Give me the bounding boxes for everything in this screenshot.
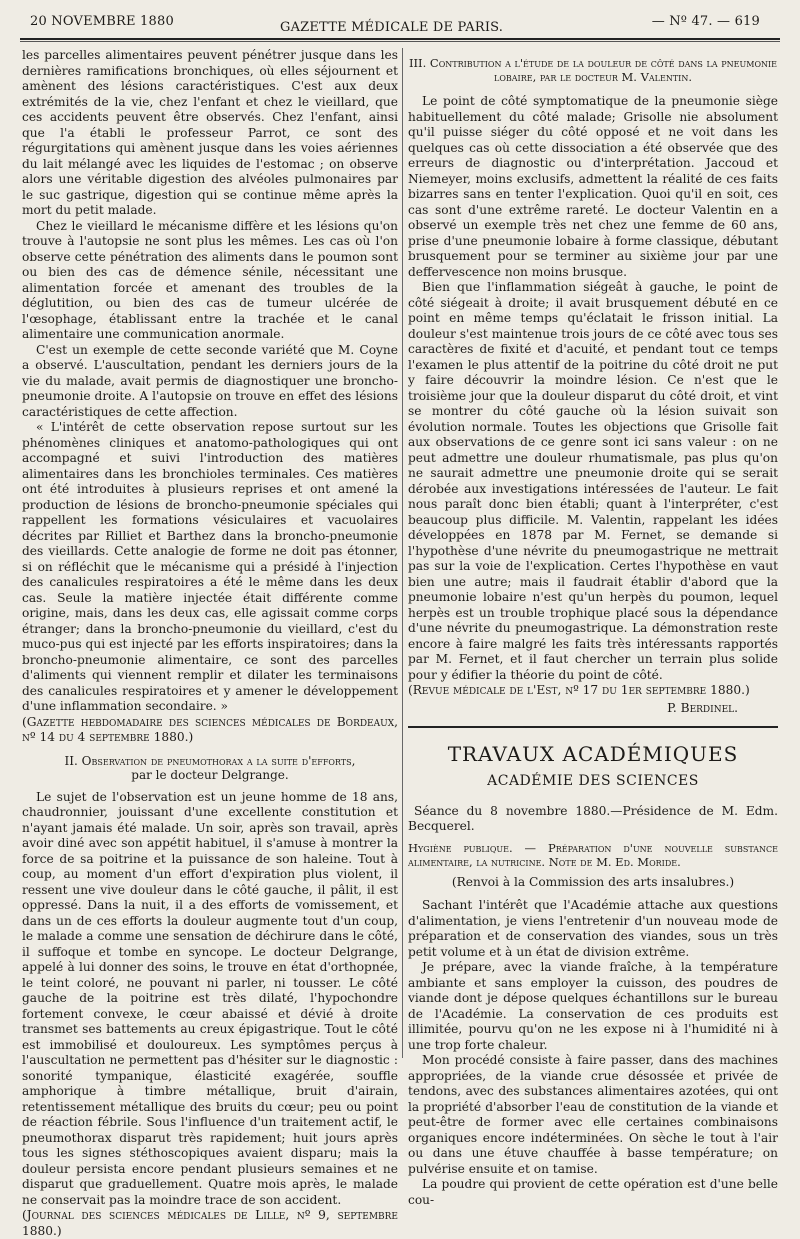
meeting-line: Séance du 8 novembre 1880.—Présidence de M. Edm. Becquerel. [408,803,778,833]
left-column [22,48,398,1238]
hygiene-heading: Hygiène publique. — Préparation d'une nouvelle substance alimentaire, la nutricine. Note de M. Ed. Moride. [408,840,778,869]
section-2-author: par le docteur Delgrange. [131,767,289,782]
header-date: 20 NOVEMBRE 1880 [30,14,174,29]
section-2-heading [22,754,398,782]
right-source: (Revue médicale de l'Est, nº 17 du 1er septembre 1880.) [408,683,750,697]
right-paragraph-3: Sachant l'intérêt que l'Académie attache aux questions d'alimentation, je viens l'entretenir d'un nouveau mode de préparation et de conservation des viandes, sous un très petit volume et à un état de division extrême. [408,898,778,959]
column-separator [402,48,403,1058]
academy-subtitle: ACADÉMIE DES SCIENCES [487,773,699,789]
left-paragraph-2: Chez le vieillard le mécanisme diffère et les lésions qu'on trouve à l'autopsie ne sont plus les mêmes. Les cas où l'on observe cette pénétration des aliments dans le poumon sont ou bien des cas de démence sénile, nécessitant une alimentation forcée et amenant des troubles de la déglutition, ou bien des cas de tumeur ulcérée de l'œsophage, établissant entre la trachée et le canal alimentaire une communication anormale. [22,218,398,341]
right-paragraph-2: Bien que l'inflammation siégeât à gauche, le point de côté siégeait à droite; il avait brusquement débuté en ce point en même temps qu'éclatait le frisson initial. La douleur s'est maintenue trois jours de ce côté avec tous ses caractères de fixité et d'acuité, et pendant tout ce temps l'examen le plus attentif de la poitrine du côté droit ne put y faire découvrir la moindre lésion. Ce n'est que le troisième jour que la douleur disparut du côté droit, et vint se montrer du côté gauche où la lésion suivait son évolution normale. Toutes les objections que Grisolle fait aux observations de ce genre sont ici sans valeur : on ne peut admettre une douleur rhumatismale, pas plus qu'on ne saurait admettre une pneumonie droite qui se serait dérobée aux investigations intéressées de l'auteur. Le fait nous paraît donc bien établi; quant à l'interpréter, c'est beaucoup plus difficile. M. Valentin, rappelant les idées développées en 1878 par M. Fernet, se demande si l'hypothèse d'une névrite du pneumogastrique ne mettrait pas sur la voie de l'explication. Certes l'hypothèse en vaut bien une autre; mais il faudrait établir d'abord que la pneumonie lobaire n'est qu'un herpès du poumon, lequel herpès est un trouble trophique placé sous la dépendance d'une névrite du pneumogastrique. La démonstration reste encore à faire malgré les faits très intéressants rapportés par M. Fernet, et il faut chercher un terrain plus solide pour y édifier la théorie du point de côté. [408,280,778,682]
left-paragraph-3: C'est un exemple de cette seconde variété que M. Coyne a observé. L'auscultation, pendant les derniers jours de la vie du malade, avait permis de diagnostiquer une broncho-pneumonie droite. A l'autopsie on trouve en effet des lésions caractéristiques de cette affection. [22,342,398,419]
right-paragraph-4: Je prépare, avec la viande fraîche, à la température ambiante et sans employer la cuisson, des poudres de viande dont je dépose quelques échantillons sur le bureau de l'Académie. La conservation de ces produits est illimitée, pourvu qu'on ne les expose ni à l'humidité ni à une trop forte chaleur. [408,960,778,1052]
header-title: GAZETTE MÉDICALE DE PARIS. [280,20,504,35]
right-paragraph-6: La poudre qui provient de cette opération est d'une belle cou- [408,1177,778,1207]
section-2-title: II. Observation de pneumothorax a la suite d'efforts, [64,753,356,768]
left-paragraph-5: Le sujet de l'observation est un jeune homme de 18 ans, chaudronnier, jouissant d'une excellente constitution et n'ayant jamais été malade. Un soir, après son travail, après avoir diné avec son appétit habituel, il s'amuse à montrer la force de sa poitrine et la puissance de son haleine. Tout à coup, au moment d'un effort d'expiration plus violent, il ressent une vive douleur dans le côté gauche, il pâlit, il est oppressé. Dans la nuit, il a des efforts de vomissement, et dans un de ces efforts la douleur augmente tout d'un coup, le malade a comme une sensation de déchirure dans le côté, il suffoque et tombe en syncope. Le docteur Delgrange, appelé à lui donner des soins, le trouve en état d'orthopnée, le teint coloré, ne pouvant ni parler, ni tousser. Le côté gauche de la poitrine est très dilaté, l'hypochondre fortement convexe, le cœur abaissé et dévié à droite transmet ses battements au creux épigastrique. Tout le côté est immobilisé et douloureux. Les symptômes perçus à l'auscultation ne permettent pas d'hésiter sur le diagnostic : sonorité tympanique, élasticité exagérée, souffle amphorique à timbre métallique, bruit d'airain, retentissement métallique des bruits du cœur; peu ou point de réaction fébrile. Sous l'influence d'un traitement actif, le pneumothorax disparut très rapidement; huit jours après tous les signes stéthoscopiques avaient disparu; mais la douleur persista encore pendant plusieurs semaines et ne disparut que graduellement. Quatre mois après, le malade ne conservait pas la moindre trace de son accident. [22,789,398,1207]
academic-works-title: TRAVAUX ACADÉMIQUES [447,742,739,766]
left-paragraph-4: « L'intérêt de cette observation repose surtout sur les phénomènes cliniques et anatomo-pathologiques qui ont accompagné et suivi l'introduction des matières alimentaires dans les bronchioles terminales. Ces matières ont été introduites à plusieurs reprises et ont amené la production de lésions de broncho-pneumonie spéciales qui rappellent les formations vésiculaires et vacuolaires décrites par Rilliet et Barthez dans la broncho-pneumonie des vieillards. Cette analogie de forme ne doit pas étonner, si on réfléchit que le mécanisme qui a présidé à l'injection des canalicules respiratoires a été le même dans les deux cas. Seule la matière injectée était différente comme origine, mais, dans les deux cas, elle agissait comme corps étranger; dans la broncho-pneumonie du vieillard, c'est du muco-pus qui est injecté par les efforts inspiratoires; dans la broncho-pneumonie alimentaire, ce sont des parcelles d'aliments qui viennent remplir et dilater les terminaisons des canalicules respiratoires et y amener le développement d'une inflammation secondaire. » [22,420,398,713]
signature: P. Berdinel. [667,700,738,715]
right-paragraph-1: Le point de côté symptomatique de la pneumonie siège habituellement du côté malade; Grisolle nie absolument qu'il puisse siéger du côté opposé et ne voit dans les quelques cas où cette dissociation a été observée que des erreurs de diagnostic ou d'interprétation. Jaccoud et Niemeyer, moins exclusifs, admettent la réalité de ces faits bizarres sans en tenter l'explication. Quoi qu'il en soit, ces cas sont d'une extrême rareté. Le docteur Valentin en a observé un exemple très net chez une femme de 60 ans, prise d'une pneumonie lobaire à forme classique, débutant brusquement pour se terminer au sixième jour par une deffervescence non moins brusque. [408,94,778,279]
header-issue: — Nº 47. — 619 [651,14,760,29]
left-source-1: (Gazette hebdomadaire des sciences médicales de Bordeaux, nº 14 du 4 septembre 1880.) [22,714,398,744]
right-column [408,48,778,1207]
left-paragraph-1: les parcelles alimentaires peuvent pénétrer jusque dans les dernières ramifications bronchiques, où elles séjournent et amènent des lésions caractéristiques. C'est aux deux extrémités de la vie, chez l'enfant et chez le vieillard, que ces accidents peuvent être observés. Chez l'enfant, ainsi que l'a établi le professeur Parrot, ce sont des régurgitations qui amènent jusque dans les voies aériennes du lait mélangé avec les liquides de l'estomac ; on observe alors une véritable digestion des alvéoles pulmonaires par le suc gastrique, digestion qui se continue même après la mort du petit malade. [22,48,398,217]
left-source-2: (Journal des sciences médicales de Lille, nº 9, septembre 1880.) [22,1208,398,1238]
commission-note: (Renvoi à la Commission des arts insalubres.) [451,874,735,889]
header-rule [20,38,780,42]
section-3-title: III. Contribution a l'étude de la douleur de côté dans la pneumonie lobaire, par le docteur M. Valentin. [408,56,778,84]
right-paragraph-5: Mon procédé consiste à faire passer, dans des machines appropriées, de la viande crue désossée et privée de tendons, avec des substances alimentaires azotées, qui ont la propriété d'absorber l'eau de constitution de la viande et peut-être de former avec elle certaines combinaisons organiques encore indéterminées. On sèche le tout à l'air ou dans une étuve chauffée à basse température; on pulvérise ensuite et on tamise. [408,1053,778,1176]
section-rule [408,726,778,728]
page-header [30,14,770,36]
